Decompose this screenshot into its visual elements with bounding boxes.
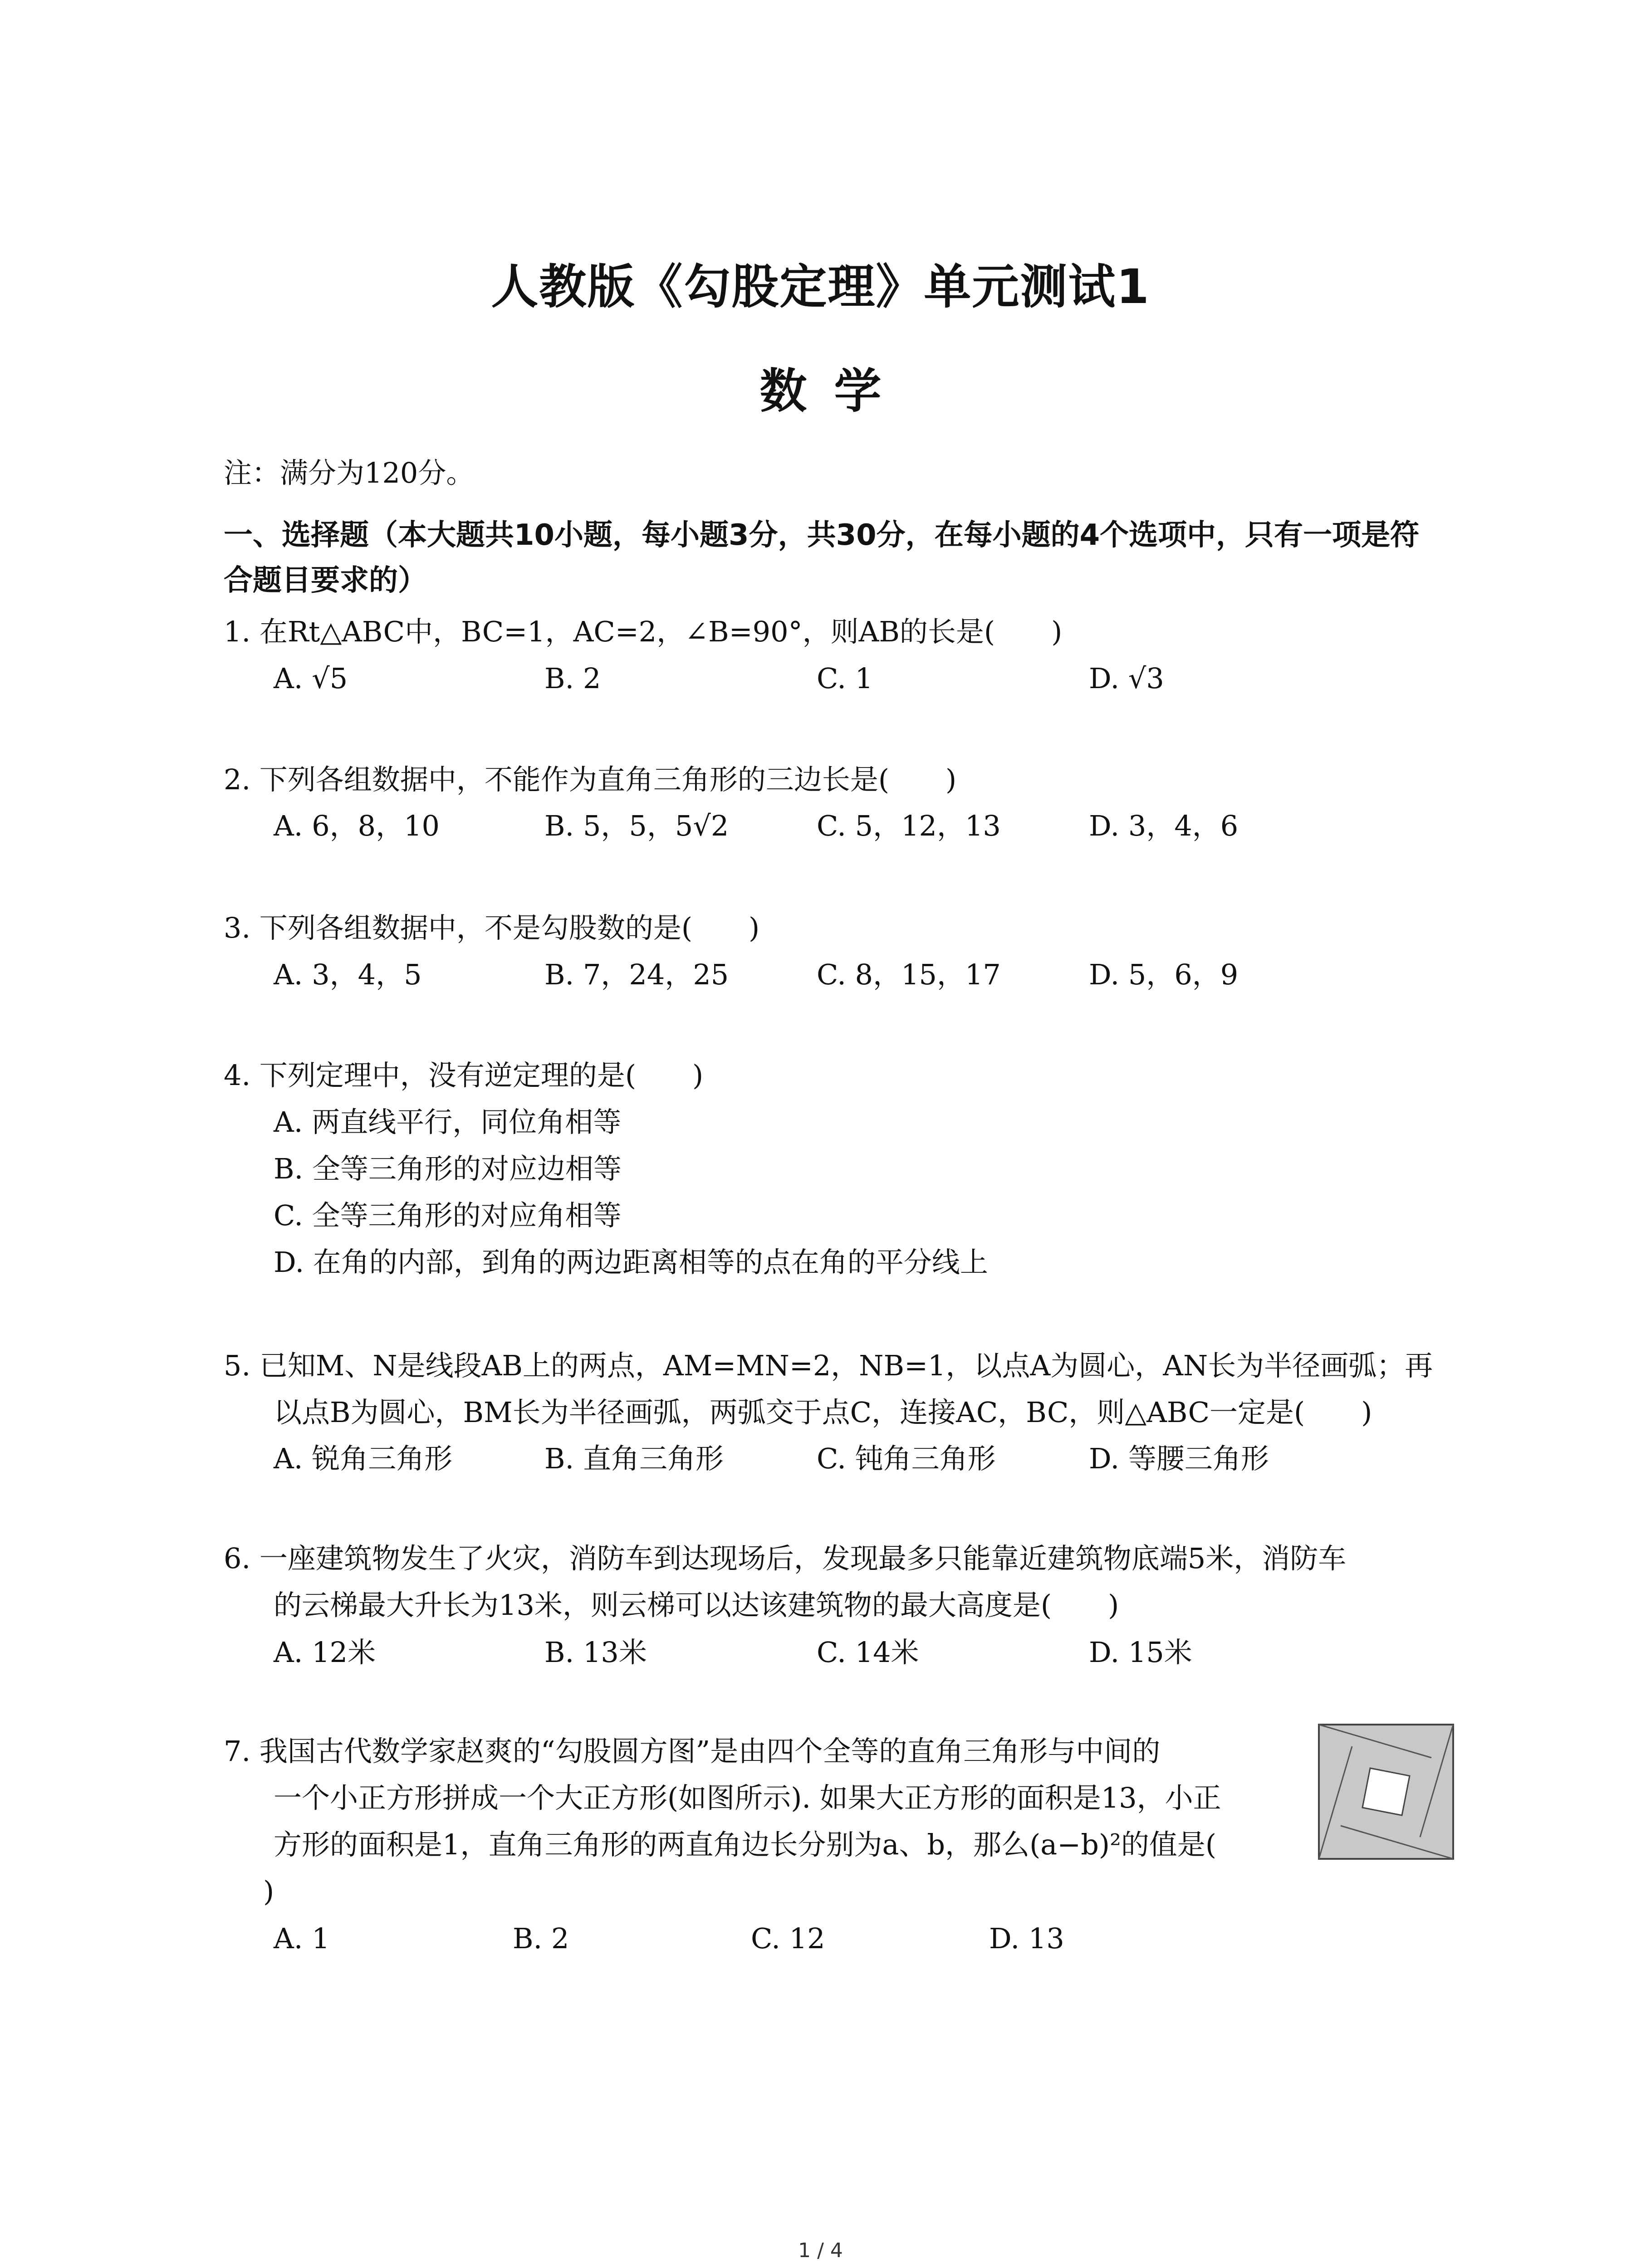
document-subject: 数学	[759, 363, 909, 419]
question-3-stem: 3. 下列各组数据中，不是勾股数的是( )	[224, 911, 760, 944]
question-6-option-c: C. 14米	[817, 1636, 919, 1669]
question-7-option-c: C. 12	[751, 1922, 825, 1955]
question-4-option-d: D. 在角的内部，到角的两边距离相等的点在角的平分线上	[274, 1246, 988, 1279]
question-4-option-b: B. 全等三角形的对应边相等	[274, 1152, 622, 1185]
question-6-option-b: B. 13米	[544, 1636, 647, 1669]
page-number: 1 / 4	[798, 2239, 843, 2262]
question-7-option-d: D. 13	[989, 1922, 1064, 1955]
question-2-stem: 2. 下列各组数据中，不能作为直角三角形的三边长是( )	[224, 763, 957, 796]
question-7-stem-line-4: )	[263, 1875, 274, 1908]
question-2-option-a: A. 6，8，10	[274, 809, 440, 842]
question-6-stem-line-2: 的云梯最大升长为13米，则云梯可以达该建筑物的最大高度是( )	[274, 1589, 1119, 1622]
question-1-option-a: A. √5	[274, 662, 348, 695]
question-1-option-c: C. 1	[817, 662, 873, 695]
inner-small-square	[1362, 1768, 1410, 1815]
question-3-option-b: B. 7，24，25	[544, 958, 729, 991]
question-7-stem-line-2: 一个小正方形拼成一个大正方形(如图所示). 如果大正方形的面积是13，小正	[274, 1781, 1221, 1814]
question-7-stem-line-3: 方形的面积是1，直角三角形的两直角边长分别为a、b，那么(a−b)²的值是(	[274, 1828, 1217, 1861]
question-4-option-c: C. 全等三角形的对应角相等	[274, 1199, 622, 1232]
question-1-option-d: D. √3	[1089, 662, 1164, 695]
pythagorean-square-figure	[1318, 1724, 1454, 1860]
question-2-option-d: D. 3，4，6	[1089, 809, 1239, 842]
section-heading-line-2: 合题目要求的）	[224, 564, 427, 597]
question-5-option-b: B. 直角三角形	[544, 1442, 724, 1475]
document-title: 人教版《勾股定理》单元测试1	[491, 259, 1150, 314]
question-2-option-c: C. 5，12，13	[817, 809, 1001, 842]
question-5-option-a: A. 锐角三角形	[274, 1442, 453, 1475]
question-6-option-a: A. 12米	[274, 1636, 376, 1669]
question-4-stem: 4. 下列定理中，没有逆定理的是( )	[224, 1059, 704, 1092]
question-5-stem-line-2: 以点B为圆心，BM长为半径画弧，两弧交于点C，连接AC，BC，则△ABC一定是( )	[274, 1396, 1372, 1429]
question-7-stem-line-1: 7. 我国古代数学家赵爽的“勾股圆方图”是由四个全等的直角三角形与中间的	[224, 1735, 1161, 1768]
question-1-option-b: B. 2	[544, 662, 601, 695]
question-2-option-b: B. 5，5，5√2	[544, 809, 729, 842]
question-1-stem: 1. 在Rt△ABC中，BC=1，AC=2，∠B=90°，则AB的长是( )	[224, 615, 1063, 648]
question-5-option-d: D. 等腰三角形	[1089, 1442, 1269, 1475]
question-6-stem-line-1: 6. 一座建筑物发生了火灾，消防车到达现场后，发现最多只能靠近建筑物底端5米，消防车	[224, 1542, 1347, 1575]
score-note: 注：满分为120分。	[224, 456, 475, 489]
question-6-option-d: D. 15米	[1089, 1636, 1192, 1669]
question-5-option-c: C. 钝角三角形	[817, 1442, 996, 1475]
question-3-option-a: A. 3，4，5	[274, 958, 422, 991]
question-4-option-a: A. 两直线平行，同位角相等	[274, 1105, 622, 1139]
question-5-stem-line-1: 5. 已知M、N是线段AB上的两点，AM=MN=2，NB=1，以点A为圆心，AN长为半径画弧；再	[224, 1349, 1433, 1382]
section-heading-line-1: 一、选择题（本大题共10小题，每小题3分，共30分，在每小题的4个选项中，只有一项是符	[224, 518, 1420, 552]
question-7-option-a: A. 1	[274, 1922, 330, 1955]
question-7-option-b: B. 2	[513, 1922, 569, 1955]
question-3-option-d: D. 5，6，9	[1089, 958, 1239, 991]
question-3-option-c: C. 8，15，17	[817, 958, 1001, 991]
